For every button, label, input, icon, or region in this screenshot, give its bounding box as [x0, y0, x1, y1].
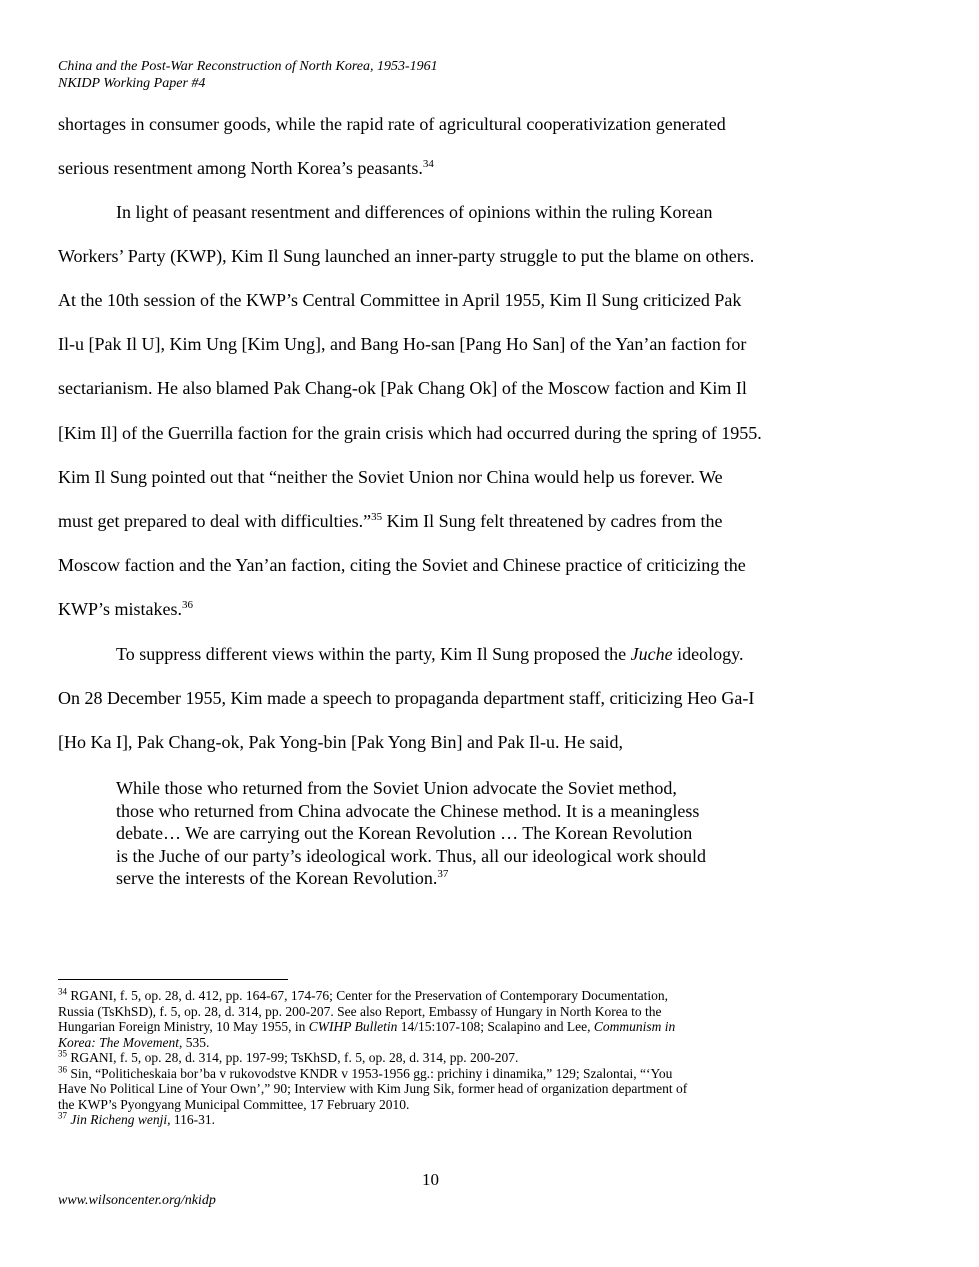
footnote-36-cont: the KWP’s Pyongyang Municipal Committee, 17 February 2010. [58, 1096, 410, 1112]
footer-url[interactable]: www.wilsoncenter.org/nkidp [58, 1193, 216, 1208]
body-text: KWP’s mistakes. [58, 599, 182, 619]
quote-line: those who returned from China advocate the Chinese method. It is a meaningless [116, 800, 700, 821]
body-line: shortages in consumer goods, while the rapid rate of agricultural cooperativization generated [58, 114, 726, 134]
quote-line: While those who returned from the Soviet Union advocate the Soviet method, [116, 778, 677, 798]
body-line: [Ho Ka I], Pak Chang-ok, Pak Yong-bin [Pak Yong Bin] and Pak Il-u. He said, [58, 732, 623, 752]
body-line: [Kim Il] of the Guerrilla faction for the grain crisis which had occurred during the spring of 1955. [58, 423, 762, 443]
body-text: must get prepared to deal with difficulties.” [58, 511, 372, 531]
body-line [116, 643, 743, 665]
body-line: Kim Il Sung pointed out that “neither the Soviet Union nor China would help us forever. We [58, 467, 723, 487]
footnote-ref[interactable]: 37 [437, 868, 449, 880]
footnote-34-cont: Korea: The Movement, 535. [58, 1034, 210, 1050]
footnote-34: $^{34}$ RGANI, f. 5, op. 28, d. 412, pp. 164-67, 174-76; Center for the Preservation of Contemporary Documentation, [58, 986, 669, 1003]
quote-line: debate… We are carrying out the Korean Revolution … The Korean Revolution [116, 823, 693, 843]
quote-line: is the Juche of our party’s ideological work. Thus, all our ideological work should [116, 845, 707, 866]
body-text: To suppress different views within the party, Kim Il Sung proposed the [116, 644, 631, 664]
body-line: At the 10th session of the KWP’s Central Committee in April 1955, Kim Il Sung criticized Pak [58, 290, 742, 310]
footnote-37: $^{37}$ Jin Richeng wenji, 116-31. [58, 1110, 215, 1127]
footnote-36-cont: Have No Political Line of Your Own’,” 90; Interview with Kim Jung Sik, former head of organization department of [58, 1081, 688, 1096]
body-line [58, 510, 722, 532]
body-line: Moscow faction and the Yan’an faction, citing the Soviet and Chinese practice of criticizing the [58, 555, 746, 575]
body-line: Workers’ Party (KWP), Kim Il Sung launched an inner-party struggle to put the blame on others. [58, 246, 755, 266]
header-subtitle: NKIDP Working Paper #4 [58, 76, 206, 91]
footnote-34-cont: Russia (TsKhSD), f. 5, op. 28, d. 314, pp. 200-207. See also Report, Embassy of Hungary in North Korea to the [58, 1003, 662, 1019]
italic-term: Juche [630, 644, 673, 664]
footnote-number: 37 [58, 1110, 67, 1121]
body-line [58, 157, 434, 179]
footnote-number: 35 [58, 1048, 67, 1059]
page-number: 10 [422, 1170, 439, 1189]
footnote-ref[interactable]: 36 [182, 599, 193, 611]
body-line: On 28 December 1955, Kim made a speech to propaganda department staff, criticizing Heo Ga-I [58, 688, 755, 708]
footnote-ref[interactable]: 34 [422, 158, 434, 170]
body-line: Il-u [Pak Il U], Kim Ung [Kim Ung], and Bang Ho-san [Pang Ho San] of the Yan’an faction for [58, 334, 747, 354]
header-title: China and the Post-War Reconstruction of North Korea, 1953-1961 [58, 59, 438, 74]
footnotes [58, 988, 687, 1128]
footnote-35: $^{35}$ RGANI, f. 5, op. 28, d. 314, pp. 197-99; TsKhSD, f. 5, op. 28, d. 314, pp. 200-207. [58, 1048, 519, 1065]
body-text: ideology. [672, 644, 744, 664]
body-line: In light of peasant resentment and differences of opinions within the ruling Korean [116, 202, 713, 222]
quote-text: serve the interests of the Korean Revolution. [116, 868, 438, 888]
footnote-number: 34 [58, 986, 67, 997]
footnote-36: $^{36}$ Sin, “Politicheskaia bor’ba v rukovodstve KNDR v 1953-1956 gg.: prichiny i dinamika,” 129; Szalontai, “‘You [58, 1064, 673, 1081]
body-text: Kim Il Sung felt threatened by cadres from the [382, 511, 723, 531]
block-quote [116, 777, 706, 890]
footnote-number: 36 [58, 1064, 67, 1074]
footnote-ref[interactable]: 35 [371, 511, 383, 523]
quote-line [116, 867, 706, 890]
footnote-34-cont: Hungarian Foreign Ministry, 10 May 1955, in CWIHP Bulletin 14/15:107-108; Scalapino and Lee, Communism in [58, 1019, 676, 1034]
body-line [58, 598, 193, 620]
body-line: sectarianism. He also blamed Pak Chang-ok [Pak Chang Ok] of the Moscow faction and Kim Il [58, 378, 747, 398]
running-header [58, 58, 438, 92]
body-text: serious resentment among North Korea’s peasants. [58, 158, 423, 178]
footnote-divider [58, 979, 288, 980]
